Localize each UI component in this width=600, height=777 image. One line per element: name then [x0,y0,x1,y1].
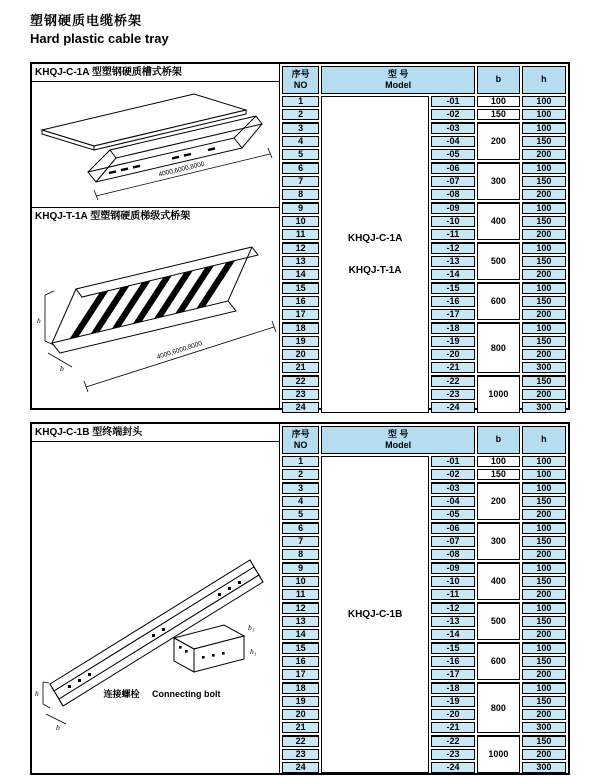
h-cell: 200 [522,229,566,240]
no-cell: 11 [282,589,319,600]
model-label: KHQJ-C-1B [347,609,403,620]
no-cell: 2 [282,469,319,480]
suffix-cell: -08 [431,549,475,560]
suffix-cell: -01 [431,456,475,467]
drawing-cell-end-cap [32,424,279,773]
h-cell: 150 [522,616,566,627]
drawing-label-ladder: KHQJ-T-1A 型塑钢硬质梯级式桥架 [35,211,191,222]
b-cell: 800 [477,322,520,373]
h-cell: 100 [522,96,566,107]
end-cap-drawing [32,442,279,773]
h-cell: 100 [522,202,566,214]
section-cable-trays [30,62,570,410]
b-cell: 150 [477,109,520,120]
dim-h-label: h [35,689,39,698]
suffix-cell: -14 [431,269,475,280]
no-cell: 18 [282,682,319,694]
title-chinese: 塑钢硬质电缆桥架 [30,13,143,28]
suffix-cell: -10 [431,216,475,227]
no-cell: 10 [282,216,319,227]
suffix-cell: -04 [431,136,475,147]
h-cell: 200 [522,589,566,600]
no-cell: 16 [282,656,319,667]
suffix-cell: -02 [431,469,475,480]
b-cell: 200 [477,122,520,160]
spec-table-1 [280,64,568,415]
no-cell: 17 [282,309,319,320]
model-header-zh: 型 号 [387,428,409,439]
b-cell: 500 [477,602,520,640]
suffix-cell: -23 [431,749,475,760]
col-header-model [321,426,475,454]
h-cell: 200 [522,189,566,200]
no-cell: 15 [282,642,319,654]
b-cell: 200 [477,482,520,520]
length-dimension-text: 4000,6000,8000 [157,160,206,179]
title-english: Hard plastic cable tray [30,31,169,46]
col-header-b: b [477,426,520,454]
no-cell: 9 [282,202,319,214]
no-cell: 6 [282,522,319,534]
no-cell: 9 [282,562,319,574]
spec-row [282,96,566,107]
no-cell: 17 [282,669,319,680]
h-cell: 200 [522,749,566,760]
model-label: KHQJ-T-1A [348,265,402,276]
no-cell: 15 [282,282,319,294]
b-cell: 100 [477,456,520,467]
model-cell [321,96,429,413]
suffix-cell: -20 [431,709,475,720]
suffix-cell: -12 [431,242,475,254]
h-cell: 150 [522,735,566,747]
suffix-cell: -11 [431,589,475,600]
length-dimension-text: 4000,6000,8000 [156,340,204,361]
suffix-cell: -09 [431,562,475,574]
no-cell: 3 [282,122,319,134]
suffix-cell: -13 [431,616,475,627]
h-cell: 100 [522,282,566,294]
h-cell: 200 [522,669,566,680]
h-cell: 100 [522,322,566,334]
suffix-cell: -15 [431,642,475,654]
b-cell: 100 [477,96,520,107]
suffix-cell: -18 [431,322,475,334]
suffix-cell: -16 [431,656,475,667]
col-header-b: b [477,66,520,94]
h-cell: 150 [522,136,566,147]
no-cell: 10 [282,576,319,587]
suffix-cell: -14 [431,629,475,640]
drawings-pane-2 [32,424,280,773]
suffix-cell: -22 [431,375,475,387]
suffix-cell: -20 [431,349,475,360]
suffix-cell: -01 [431,96,475,107]
b-cell: 150 [477,469,520,480]
suffix-cell: -09 [431,202,475,214]
no-cell: 5 [282,149,319,160]
col-header-model [321,66,475,94]
b-cell: 300 [477,162,520,200]
suffix-cell: -12 [431,602,475,614]
spec-table-pane-1 [280,64,568,412]
h-cell: 150 [522,296,566,307]
model-labels [322,610,428,619]
no-header-zh: 序号 [291,68,310,79]
suffix-cell: -11 [431,229,475,240]
no-cell: 16 [282,296,319,307]
no-cell: 19 [282,336,319,347]
no-cell: 23 [282,389,319,400]
col-header-h: h [522,426,566,454]
suffix-cell: -06 [431,162,475,174]
h-cell: 100 [522,469,566,480]
suffix-cell: -07 [431,536,475,547]
h-cell: 200 [522,149,566,160]
no-cell: 19 [282,696,319,707]
suffix-cell: -05 [431,509,475,520]
suffix-cell: -03 [431,122,475,134]
drawings-pane-1 [32,64,280,408]
h-cell: 100 [522,109,566,120]
col-header-no [282,426,319,454]
drawing-label-end-cap: KHQJ-C-1B 型终端封头 [32,424,279,442]
h-cell: 200 [522,549,566,560]
no-cell: 18 [282,322,319,334]
b-cell: 600 [477,282,520,320]
h-cell: 200 [522,309,566,320]
model-header-zh: 型 号 [387,68,409,79]
no-cell: 12 [282,242,319,254]
h-cell: 200 [522,269,566,280]
no-cell: 22 [282,375,319,387]
suffix-cell: -23 [431,389,475,400]
col-header-h: h [522,66,566,94]
h-cell: 100 [522,642,566,654]
col-header-no [282,66,319,94]
no-cell: 20 [282,349,319,360]
suffix-cell: -16 [431,296,475,307]
suffix-cell: -02 [431,109,475,120]
caption-english: Connecting bolt [152,689,221,699]
suffix-cell: -18 [431,682,475,694]
suffix-cell: -13 [431,256,475,267]
h-cell: 200 [522,509,566,520]
no-header-en: NO [293,440,308,450]
no-cell: 4 [282,496,319,507]
h-cell: 300 [522,362,566,373]
suffix-cell: -15 [431,282,475,294]
h-cell: 100 [522,162,566,174]
suffix-cell: -21 [431,362,475,373]
h-cell: 200 [522,389,566,400]
model-header-en: Model [385,440,412,450]
h-cell: 300 [522,762,566,773]
h-cell: 200 [522,709,566,720]
suffix-cell: -10 [431,576,475,587]
no-cell: 21 [282,362,319,373]
h-cell: 150 [522,536,566,547]
no-cell: 6 [282,162,319,174]
no-cell: 2 [282,109,319,120]
no-cell: 22 [282,735,319,747]
no-cell: 5 [282,509,319,520]
suffix-cell: -05 [431,149,475,160]
h-cell: 300 [522,402,566,413]
b-cell: 1000 [477,735,520,773]
page-title [30,10,169,46]
b-cell: 1000 [477,375,520,413]
h-cell: 100 [522,562,566,574]
section-end-cap [30,422,570,775]
no-cell: 4 [282,136,319,147]
b-cell: 600 [477,642,520,680]
no-cell: 24 [282,402,319,413]
suffix-cell: -04 [431,496,475,507]
no-cell: 23 [282,749,319,760]
b-cell: 500 [477,242,520,280]
suffix-cell: -24 [431,402,475,413]
suffix-cell: -24 [431,762,475,773]
suffix-cell: -19 [431,696,475,707]
h-cell: 150 [522,496,566,507]
no-cell: 3 [282,482,319,494]
no-cell: 14 [282,629,319,640]
model-label: KHQJ-C-1A [347,233,403,244]
suffix-cell: -06 [431,522,475,534]
no-cell: 1 [282,456,319,467]
drawing-cell-channel-tray [32,64,279,207]
dim-h-label: h [37,316,41,325]
model-labels [322,234,428,275]
h-cell: 300 [522,722,566,733]
no-cell: 13 [282,616,319,627]
h-cell: 100 [522,602,566,614]
connecting-bolt-plate [174,625,244,672]
suffix-cell: -22 [431,735,475,747]
no-cell: 12 [282,602,319,614]
suffix-cell: -21 [431,722,475,733]
no-header-zh: 序号 [291,428,310,439]
channel-tray-drawing [32,82,279,207]
no-cell: 1 [282,96,319,107]
h-cell: 150 [522,375,566,387]
no-cell: 8 [282,549,319,560]
h-cell: 100 [522,122,566,134]
suffix-cell: -03 [431,482,475,494]
no-header-en: NO [293,80,308,90]
no-cell: 7 [282,536,319,547]
suffix-cell: -07 [431,176,475,187]
h-cell: 100 [522,242,566,254]
dim-h1-label: h₁ [250,647,257,656]
b-cell: 400 [477,562,520,600]
suffix-cell: -19 [431,336,475,347]
h-cell: 100 [522,682,566,694]
header-row [282,66,566,94]
h-cell: 150 [522,256,566,267]
b-cell: 300 [477,522,520,560]
b-cell: 800 [477,682,520,733]
drawing-label-channel: KHQJ-C-1A 型塑钢硬质槽式桥架 [32,64,279,82]
h-cell: 100 [522,456,566,467]
h-cell: 150 [522,576,566,587]
spec-table-2 [280,424,568,775]
spec-table-pane-2 [280,424,568,773]
no-cell: 20 [282,709,319,720]
b-cell: 400 [477,202,520,240]
suffix-cell: -17 [431,309,475,320]
dim-b-label: b [60,364,64,373]
header-row [282,426,566,454]
no-cell: 11 [282,229,319,240]
h-cell: 150 [522,696,566,707]
caption-chinese: 连接螺栓 [103,689,140,699]
h-cell: 150 [522,656,566,667]
model-header-en: Model [385,80,412,90]
h-cell: 100 [522,522,566,534]
connecting-bolt-caption [72,687,252,700]
h-cell: 200 [522,349,566,360]
no-cell: 13 [282,256,319,267]
suffix-cell: -17 [431,669,475,680]
no-cell: 7 [282,176,319,187]
no-cell: 24 [282,762,319,773]
h-cell: 150 [522,216,566,227]
no-cell: 8 [282,189,319,200]
h-cell: 100 [522,482,566,494]
ladder-tray-drawing [32,225,279,408]
h-cell: 200 [522,629,566,640]
dim-b-label: b [56,723,60,732]
no-cell: 14 [282,269,319,280]
h-cell: 150 [522,336,566,347]
suffix-cell: -08 [431,189,475,200]
drawing-cell-ladder-tray [32,207,279,408]
model-cell [321,456,429,773]
spec-row [282,456,566,467]
h-cell: 150 [522,176,566,187]
no-cell: 21 [282,722,319,733]
dim-b1-label: b₁ [248,623,255,632]
